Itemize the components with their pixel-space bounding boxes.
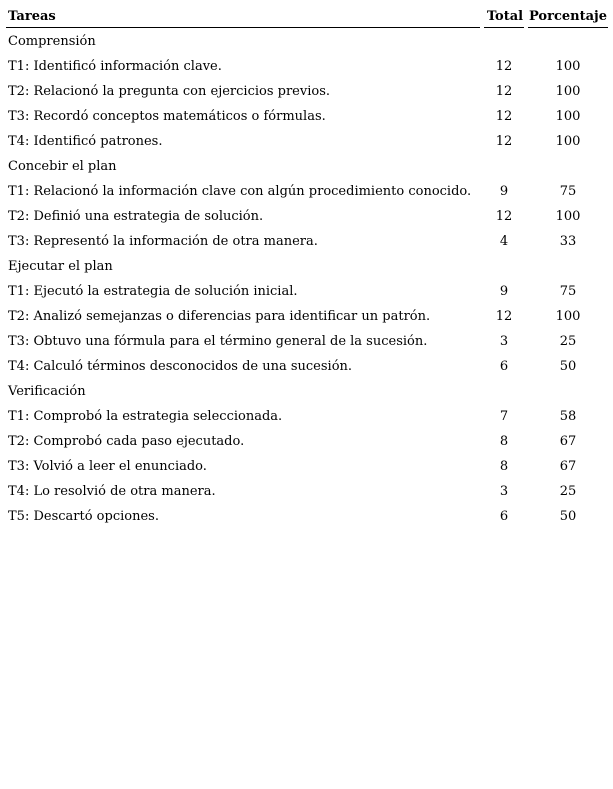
section-heading bbox=[6, 254, 608, 279]
task-cell: T4: Identificó patrones. bbox=[8, 134, 163, 149]
table-row bbox=[6, 79, 608, 104]
table-row bbox=[6, 204, 608, 229]
task-cell: T2: Definió una estrategia de solución. bbox=[8, 209, 264, 224]
table-row bbox=[6, 429, 608, 454]
percent-cell: 100 bbox=[555, 59, 581, 74]
table-row bbox=[6, 329, 608, 354]
total-cell: 4 bbox=[499, 234, 509, 249]
table-row bbox=[6, 354, 608, 379]
table-row bbox=[6, 179, 608, 204]
table-row bbox=[6, 479, 608, 504]
total-cell: 6 bbox=[499, 509, 509, 524]
task-cell: T3: Obtuvo una fórmula para el término general de la sucesión. bbox=[8, 334, 428, 349]
total-cell: 12 bbox=[495, 209, 513, 224]
percent-cell: 50 bbox=[559, 509, 577, 524]
section-title: Concebir el plan bbox=[8, 159, 117, 174]
percent-cell: 67 bbox=[559, 434, 577, 449]
table-row bbox=[6, 454, 608, 479]
task-cell: T1: Relacionó la información clave con algún procedimiento conocido. bbox=[8, 184, 472, 199]
table-body bbox=[6, 29, 608, 529]
task-cell: T3: Volvió a leer el enunciado. bbox=[8, 459, 207, 474]
task-cell: T2: Comprobó cada paso ejecutado. bbox=[8, 434, 245, 449]
total-cell: 12 bbox=[495, 59, 513, 74]
total-cell: 12 bbox=[495, 109, 513, 124]
task-cell: T3: Recordó conceptos matemáticos o fórmulas. bbox=[8, 109, 326, 124]
section-title: Comprensión bbox=[8, 34, 96, 49]
task-cell: T1: Ejecutó la estrategia de solución inicial. bbox=[8, 284, 298, 299]
section-title: Verificación bbox=[8, 384, 86, 399]
header-tasks: Tareas bbox=[8, 9, 56, 24]
percent-cell: 67 bbox=[559, 459, 577, 474]
task-cell: T2: Relacionó la pregunta con ejercicios previos. bbox=[8, 84, 330, 99]
table-row bbox=[6, 504, 608, 529]
task-cell: T1: Identificó información clave. bbox=[8, 59, 222, 74]
percent-cell: 100 bbox=[555, 134, 581, 149]
total-cell: 8 bbox=[499, 459, 509, 474]
percent-cell: 100 bbox=[555, 309, 581, 324]
total-cell: 7 bbox=[499, 409, 509, 424]
section-heading bbox=[6, 29, 608, 54]
table-row bbox=[6, 229, 608, 254]
percent-cell: 75 bbox=[559, 284, 577, 299]
table-row bbox=[6, 129, 608, 154]
table-row bbox=[6, 304, 608, 329]
header-rule-percent bbox=[528, 27, 608, 28]
percent-cell: 33 bbox=[559, 234, 577, 249]
total-cell: 3 bbox=[499, 484, 509, 499]
total-cell: 6 bbox=[499, 359, 509, 374]
task-cell: T5: Descartó opciones. bbox=[8, 509, 159, 524]
total-cell: 12 bbox=[495, 84, 513, 99]
total-cell: 9 bbox=[499, 184, 509, 199]
total-cell: 12 bbox=[495, 134, 513, 149]
header-rule-total bbox=[484, 27, 524, 28]
task-cell: T4: Lo resolvió de otra manera. bbox=[8, 484, 216, 499]
header-total: Total bbox=[486, 9, 524, 24]
section-heading bbox=[6, 379, 608, 404]
table-row bbox=[6, 279, 608, 304]
percent-cell: 50 bbox=[559, 359, 577, 374]
percent-cell: 25 bbox=[559, 334, 577, 349]
total-cell: 8 bbox=[499, 434, 509, 449]
header-rule-tasks bbox=[6, 27, 480, 28]
percent-cell: 100 bbox=[555, 109, 581, 124]
task-cell: T4: Calculó términos desconocidos de una sucesión. bbox=[8, 359, 353, 374]
section-title: Ejecutar el plan bbox=[8, 259, 113, 274]
table-row bbox=[6, 54, 608, 79]
table-row bbox=[6, 104, 608, 129]
total-cell: 3 bbox=[499, 334, 509, 349]
percent-cell: 75 bbox=[559, 184, 577, 199]
task-cell: T2: Analizó semejanzas o diferencias para identificar un patrón. bbox=[8, 309, 431, 324]
table-header bbox=[6, 6, 608, 29]
total-cell: 12 bbox=[495, 309, 513, 324]
results-table bbox=[6, 6, 608, 529]
header-percent: Porcentaje bbox=[529, 9, 607, 24]
total-cell: 9 bbox=[499, 284, 509, 299]
percent-cell: 58 bbox=[559, 409, 577, 424]
percent-cell: 100 bbox=[555, 209, 581, 224]
section-heading bbox=[6, 154, 608, 179]
table-row bbox=[6, 404, 608, 429]
percent-cell: 25 bbox=[559, 484, 577, 499]
task-cell: T1: Comprobó la estrategia seleccionada. bbox=[8, 409, 283, 424]
task-cell: T3: Representó la información de otra manera. bbox=[8, 234, 318, 249]
percent-cell: 100 bbox=[555, 84, 581, 99]
